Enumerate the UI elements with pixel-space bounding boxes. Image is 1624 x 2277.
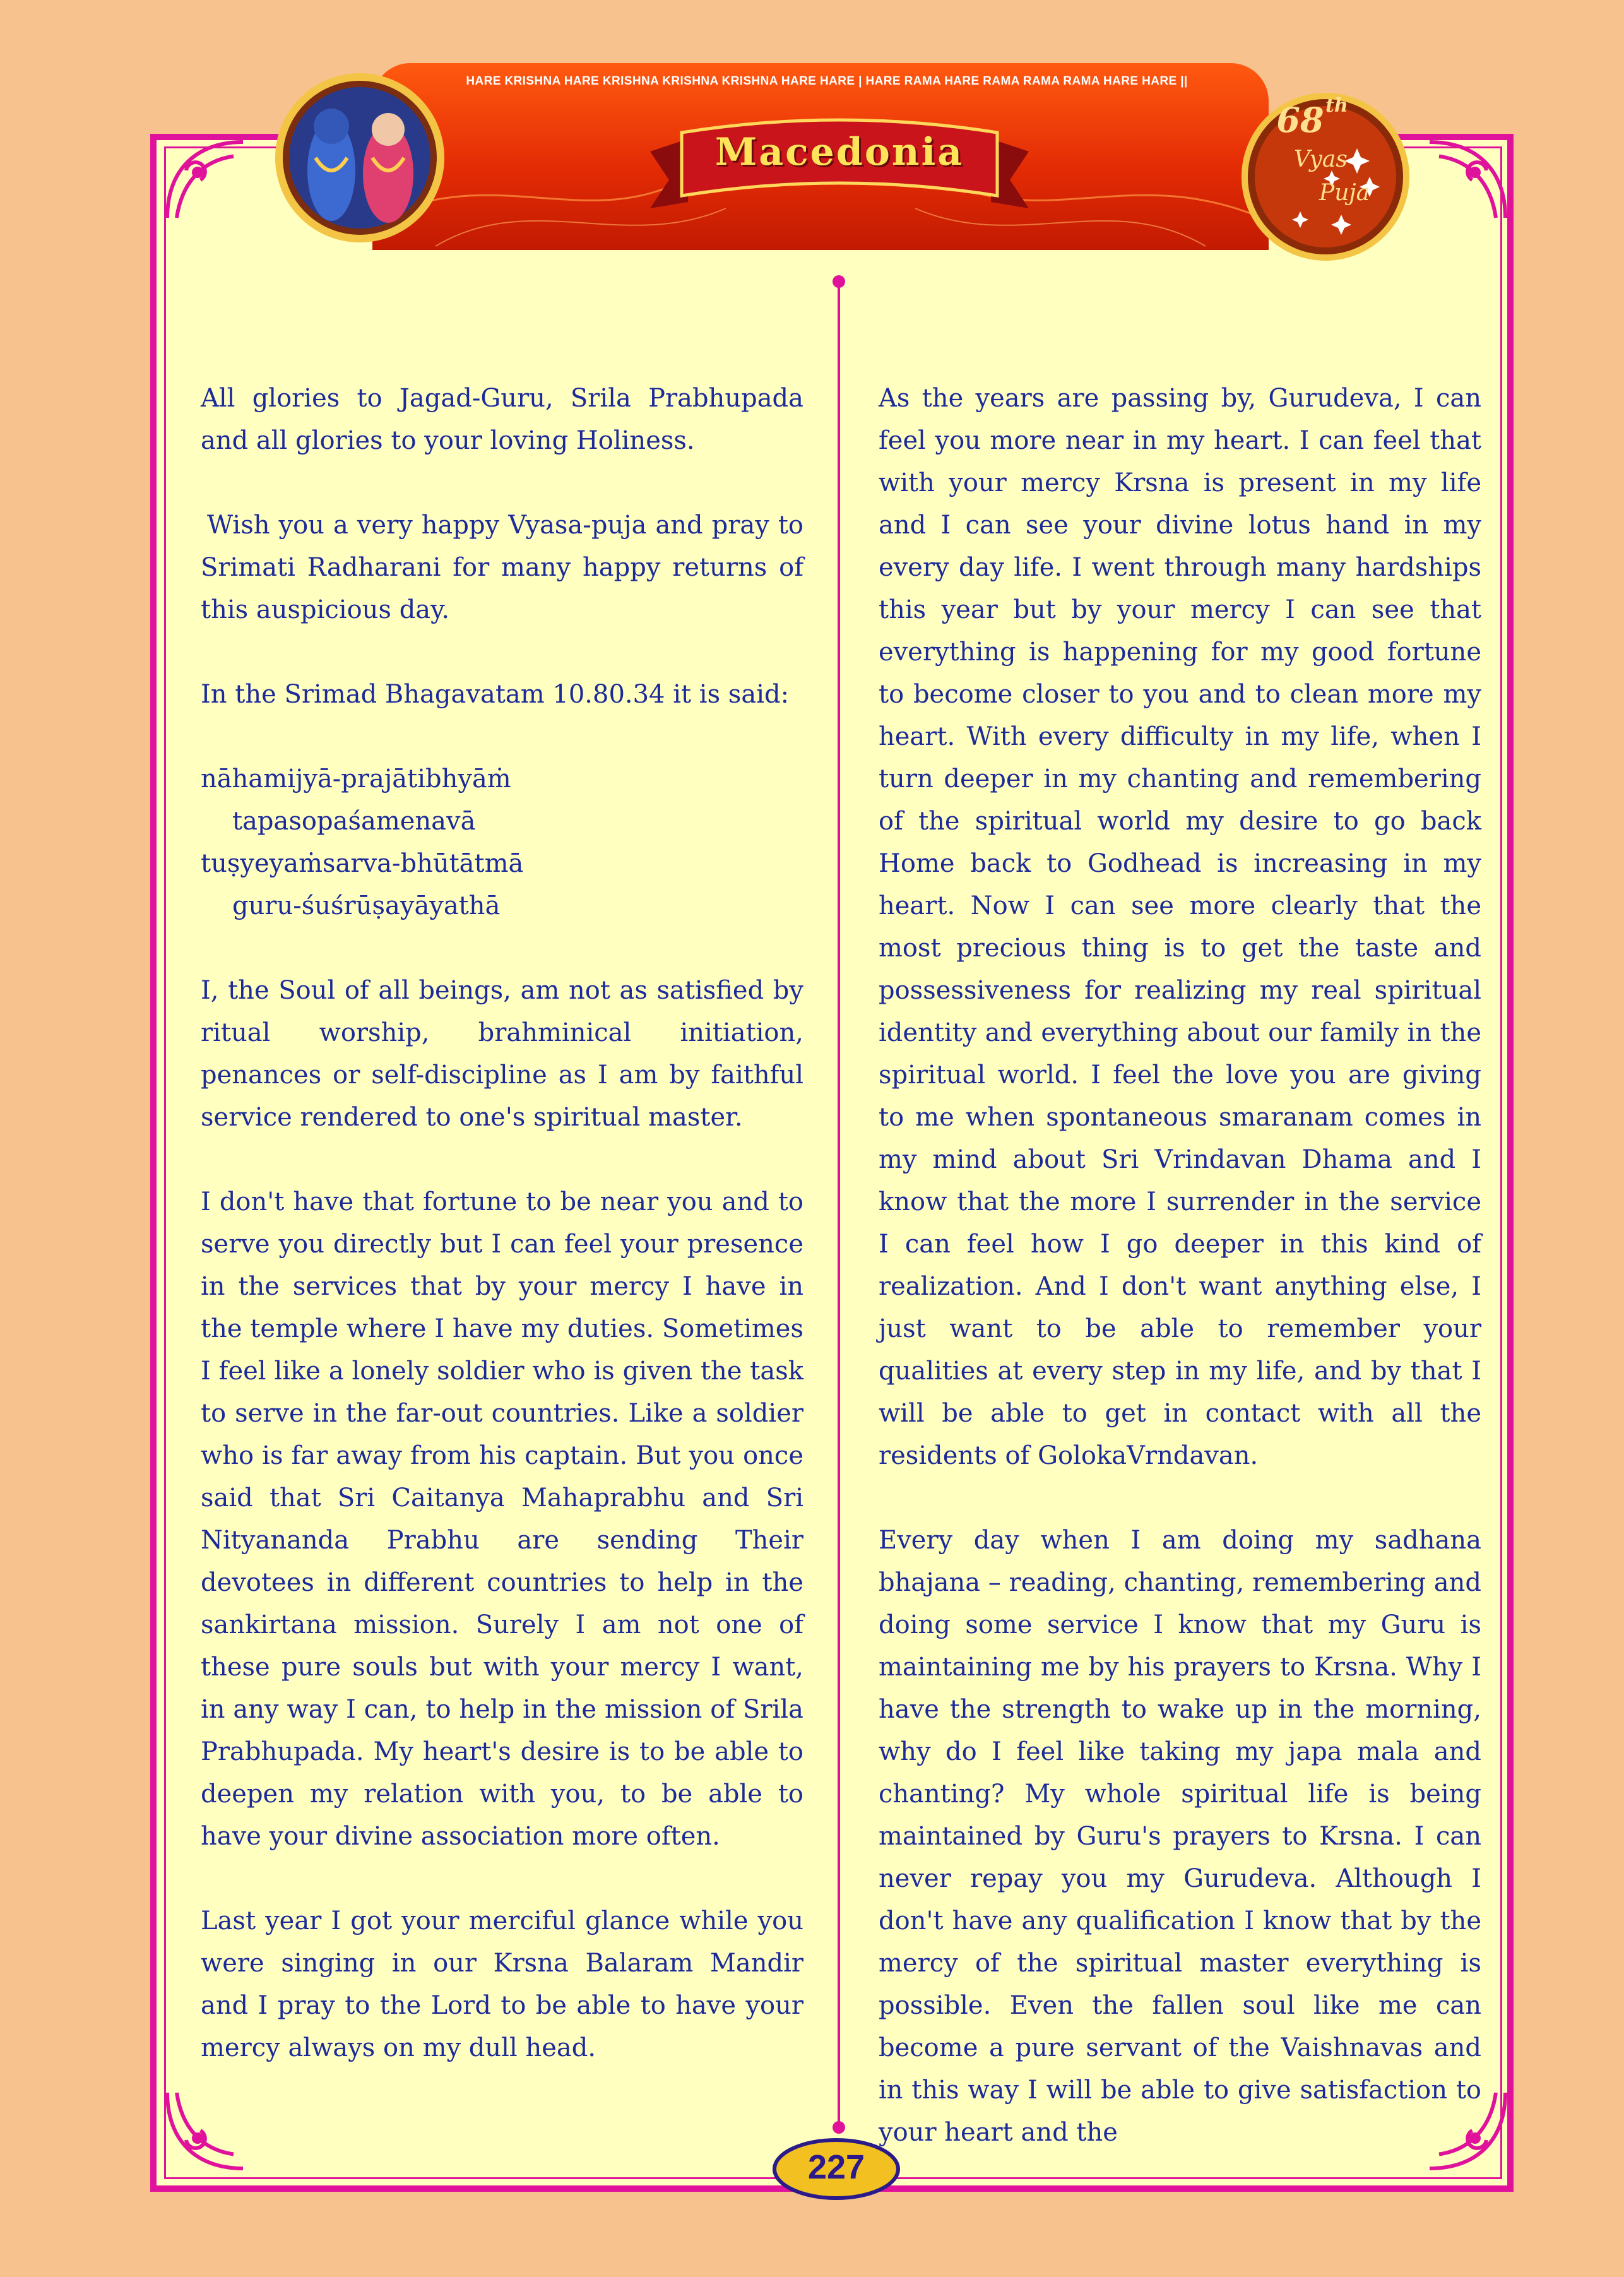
paragraph: I don't have that fortune to be near you and to serve you directly but I can feel your presence in the services that by your mercy I have in the temple where I have my duties. Sometimes I feel like a lonely soldier who is given the task to serve in the far-out countries. Like a soldier who is far away from his captain. But you once said that Sri Caitanya Mahaprabhu and Sri Nityananda Prabhu are sending Their devotees in different countries to help in the sankirtana mission. Surely I am not one of these pure souls but with your mercy I want, in any way I can, to help in the mission of Srila Prabhupada. My heart's desire is to be able to deepen my relation with you, to be able to have your divine association more often. <box>201 1187 803 1851</box>
paragraph: In the Srimad Bhagavatam 10.80.34 it is said: <box>201 680 790 709</box>
paragraph: I, the Soul of all beings, am not as satisfied by ritual worship, brahminical initiation, penances or self-discipline as I am by faithful service rendered to one's spiritual master. <box>201 976 803 1132</box>
paragraph: Wish you a very happy Vyasa-puja and pray to Srimati Radharani for many happy returns of this auspicious day. <box>201 511 803 624</box>
verse-line: guru-śuśrūṣayāyathā <box>232 891 501 920</box>
paragraph: As the years are passing by, Gurudeva, I can feel you more near in my heart. I can feel that with your mercy Krsna is present in my life and I can see your divine lotus hand in my every day life. I went through many hardships this year but by your mercy I can see that everything is happening for my good fortune to become closer to you and to clean more my heart. With every difficulty in my life, when I turn deeper in my chanting and remembering of the spiritual world my desire to go back Home back to Godhead is increasing in my heart. Now I can see more clearly that the most precious thing is to get the taste and possessiveness for realizing my real spiritual identity and everything about our family in the spiritual world. I feel the love you are giving to me when spontaneous smaranam comes in my mind about Sri Vrindavan Dhama and I know that the more I surrender in the service I can feel how I go deeper in this kind of realization. And I don't want anything else, I just want to be able to remember your qualities at every step in my life, and by that I will be able to get in contact with all the residents of GolokaVrndavan. <box>879 384 1481 1470</box>
right-column <box>879 378 1481 2196</box>
paragraph: All glories to Jagad-Guru, Srila Prabhupada and all glories to your loving Holiness. <box>201 384 803 455</box>
badge-number: 68 <box>1276 100 1324 140</box>
corner-ornament-top-left <box>158 133 252 227</box>
divider-dot-top <box>833 275 845 288</box>
column-divider <box>838 279 840 2130</box>
badge-suffix: th <box>1325 95 1348 117</box>
page-title: Macedonia <box>714 130 964 174</box>
deity-medallion <box>271 63 448 253</box>
left-column <box>201 378 803 2112</box>
verse-line: nāhamijyā-prajātibhyāṁ <box>201 764 511 794</box>
header-mantra: HARE KRISHNA HARE KRISHNA KRISHNA KRISHNA HARE HARE | HARE RAMA HARE RAMA RAMA RAMA HARE HARE || <box>466 74 1188 88</box>
paragraph: Every day when I am doing my sadhana bhajana – reading, chanting, remembering and doing some service I know that my Guru is maintaining me by his prayers to Krsna. Why I have the strength to wake up in the morning, why do I feel like taking my japa mala and chanting? My whole spiritual life is being maintained by Guru's prayers to Krsna. I can never repay you my Gurudeva. Although I don't have any qualification I know that by the mercy of the spiritual master everything is possible. Even the fallen soul like me can become a pure servant of the Vaishnavas and in this way I will be able to give satisfaction to your heart and the <box>879 1526 1481 2147</box>
verse-line: tapasopaśamenavā <box>232 807 476 836</box>
divider-dot-bottom <box>833 2121 845 2134</box>
verse-line: tuṣyeyaṁsarva-bhūtātmā <box>201 849 524 878</box>
paragraph: Last year I got your merciful glance while you were singing in our Krsna Balaram Mandir and I pray to the Lord to be able to have your mercy always on my dull head. <box>201 1906 803 2062</box>
page-number: 227 <box>807 2148 865 2186</box>
badge-puja: Puja <box>1319 180 1370 206</box>
badge-vyas: Vyas <box>1294 146 1348 172</box>
corner-ornament-top-right <box>1420 133 1515 227</box>
sanskrit-verse <box>201 758 803 927</box>
